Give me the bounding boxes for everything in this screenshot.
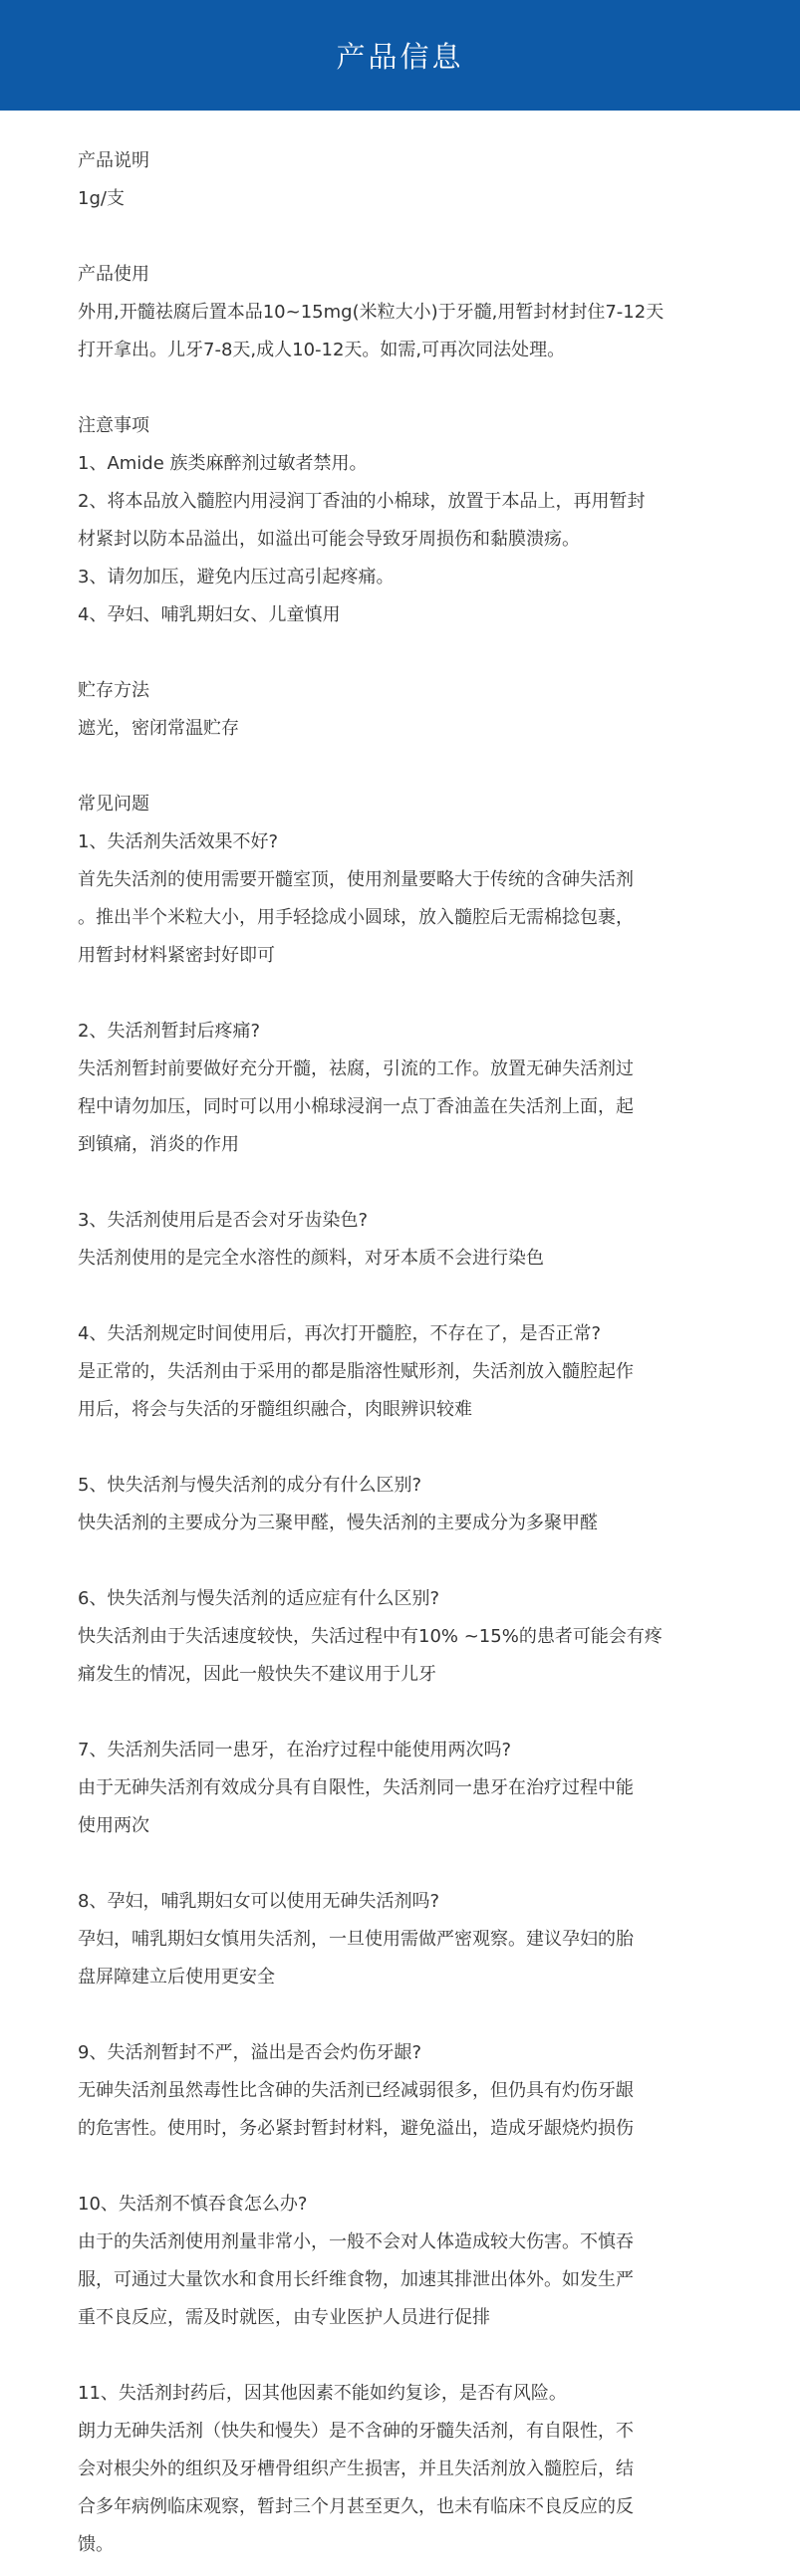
page-header [0, 0, 800, 111]
faq-answer-line: 会对根尖外的组织及牙槽骨组织产生损害，并且失活剂放入髓腔后，结 [78, 2459, 634, 2479]
faq-answer-line: 失活剂暂封前要做好充分开髓，祛腐，引流的工作。放置无砷失活剂过 [78, 1058, 634, 1079]
faq-question: 5、快失活剂与慢失活剂的成分有什么区别? [78, 1475, 422, 1496]
faq-item [78, 1580, 722, 1694]
faq-answer-line: 服，可通过大量饮水和食用长纤维食物，加速其排泄出体外。如发生严 [78, 2269, 634, 2290]
faq-answer-line: 由于无砷失活剂有效成分具有自限性，失活剂同一患牙在治疗过程中能 [78, 1777, 634, 1798]
precaution-line: 2、将本品放入髓腔内用浸润丁香油的小棉球，放置于本品上，再用暂封 [78, 491, 646, 512]
faq-answer-line: 合多年病例临床观察，暂封三个月甚至更久，也未有临床不良反应的反 [78, 2496, 634, 2517]
product-info-content [0, 111, 800, 2564]
faq-answer-line: 孕妇，哺乳期妇女慎用失活剂，一旦使用需做严密观察。建议孕妇的胎 [78, 1929, 634, 1950]
faq-item [78, 1013, 722, 1164]
usage-heading: 产品使用 [78, 264, 149, 285]
precaution-line: 1、Amide 族类麻醉剂过敏者禁用。 [78, 453, 368, 474]
faq-question: 9、失活剂暂封不严，溢出是否会灼伤牙龈? [78, 2042, 422, 2063]
page-title: 产品信息 [336, 40, 464, 74]
faq-item [78, 1883, 722, 1996]
faq-list [78, 823, 722, 2564]
faq-question: 8、孕妇，哺乳期妇女可以使用无砷失活剂吗? [78, 1891, 440, 1912]
precautions-section [78, 407, 722, 634]
faq-item [78, 2034, 722, 2148]
spec-value: 1g/支 [78, 188, 125, 209]
precaution-line: 4、孕妇、哺乳期妇女、儿童慎用 [78, 604, 341, 625]
faq-item [78, 2186, 722, 2337]
precaution-line: 3、请勿加压，避免内压过高引起疼痛。 [78, 567, 395, 587]
faq-question: 3、失活剂使用后是否会对牙齿染色? [78, 1210, 369, 1231]
faq-question: 2、失活剂暂封后疼痛? [78, 1021, 261, 1042]
faq-question: 1、失活剂失活效果不好? [78, 831, 279, 852]
storage-heading: 贮存方法 [78, 680, 149, 701]
precaution-line: 材紧封以防本品溢出，如溢出可能会导致牙周损伤和黏膜溃疡。 [78, 529, 580, 550]
spec-heading: 产品说明 [78, 150, 149, 171]
usage-line: 打开拿出。儿牙7-8天,成人10-12天。如需,可再次同法处理。 [78, 340, 566, 360]
faq-answer-line: 由于的失活剂使用剂量非常小，一般不会对人体造成较大伤害。不慎吞 [78, 2231, 634, 2252]
faq-item [78, 1315, 722, 1429]
faq-answer-line: 快失活剂的主要成分为三聚甲醛，慢失活剂的主要成分为多聚甲醛 [78, 1513, 598, 1533]
faq-question: 11、失活剂封药后，因其他因素不能如约复诊，是否有风险。 [78, 2383, 567, 2404]
faq-answer-line: 快失活剂由于失活速度较快，失活过程中有10% ~15%的患者可能会有疼 [78, 1626, 663, 1647]
faq-answer-line: 到镇痛，消炎的作用 [78, 1134, 239, 1155]
faq-question: 7、失活剂失活同一患牙，在治疗过程中能使用两次吗? [78, 1740, 512, 1760]
faq-heading: 常见问题 [78, 794, 149, 815]
faq-question: 4、失活剂规定时间使用后，再次打开髓腔，不存在了，是否正常? [78, 1323, 602, 1344]
faq-answer-line: 用暂封材料紧密封好即可 [78, 945, 275, 966]
faq-answer-line: 使用两次 [78, 1815, 149, 1836]
faq-answer-line: 的危害性。使用时，务必紧封暂封材料，避免溢出，造成牙龈烧灼损伤 [78, 2118, 634, 2139]
faq-item [78, 1467, 722, 1542]
usage-section [78, 256, 722, 369]
faq-answer-line: 痛发生的情况，因此一般快失不建议用于儿牙 [78, 1664, 436, 1685]
faq-answer-line: 无砷失活剂虽然毒性比含砷的失活剂已经减弱很多，但仍具有灼伤牙龈 [78, 2080, 634, 2101]
faq-answer-line: 盘屏障建立后使用更安全 [78, 1967, 275, 1988]
faq-answer-line: 朗力无砷失活剂（快失和慢失）是不含砷的牙髓失活剂，有自限性，不 [78, 2421, 634, 2442]
faq-answer-line: 重不良反应，需及时就医，由专业医护人员进行促排 [78, 2307, 490, 2328]
faq-item [78, 1202, 722, 1278]
faq-answer-line: 首先失活剂的使用需要开髓室顶，使用剂量要略大于传统的含砷失活剂 [78, 869, 634, 890]
storage-value: 遮光，密闭常温贮存 [78, 718, 239, 739]
faq-item [78, 823, 722, 975]
faq-answer-line: 失活剂使用的是完全水溶性的颜料，对牙本质不会进行染色 [78, 1248, 544, 1269]
usage-line: 外用,开髓祛腐后置本品10~15mg(米粒大小)于牙髓,用暂封材封住7-12天 [78, 302, 665, 323]
faq-answer-line: 程中请勿加压，同时可以用小棉球浸润一点丁香油盖在失活剂上面，起 [78, 1096, 634, 1117]
faq-answer-line: 。推出半个米粒大小，用手轻捻成小圆球，放入髓腔后无需棉捻包裹， [78, 907, 634, 928]
faq-section [78, 786, 722, 2564]
faq-item [78, 1732, 722, 1845]
spec-section [78, 142, 722, 218]
storage-section [78, 672, 722, 748]
faq-answer-line: 用后，将会与失活的牙髓组织融合，肉眼辨识较难 [78, 1399, 472, 1420]
faq-item [78, 2375, 722, 2564]
precautions-heading: 注意事项 [78, 415, 149, 436]
faq-answer-line: 馈。 [78, 2534, 114, 2555]
faq-question: 10、失活剂不慎吞食怎么办? [78, 2194, 308, 2215]
faq-answer-line: 是正常的，失活剂由于采用的都是脂溶性赋形剂，失活剂放入髓腔起作 [78, 1361, 634, 1382]
faq-question: 6、快失活剂与慢失活剂的适应症有什么区别? [78, 1588, 440, 1609]
